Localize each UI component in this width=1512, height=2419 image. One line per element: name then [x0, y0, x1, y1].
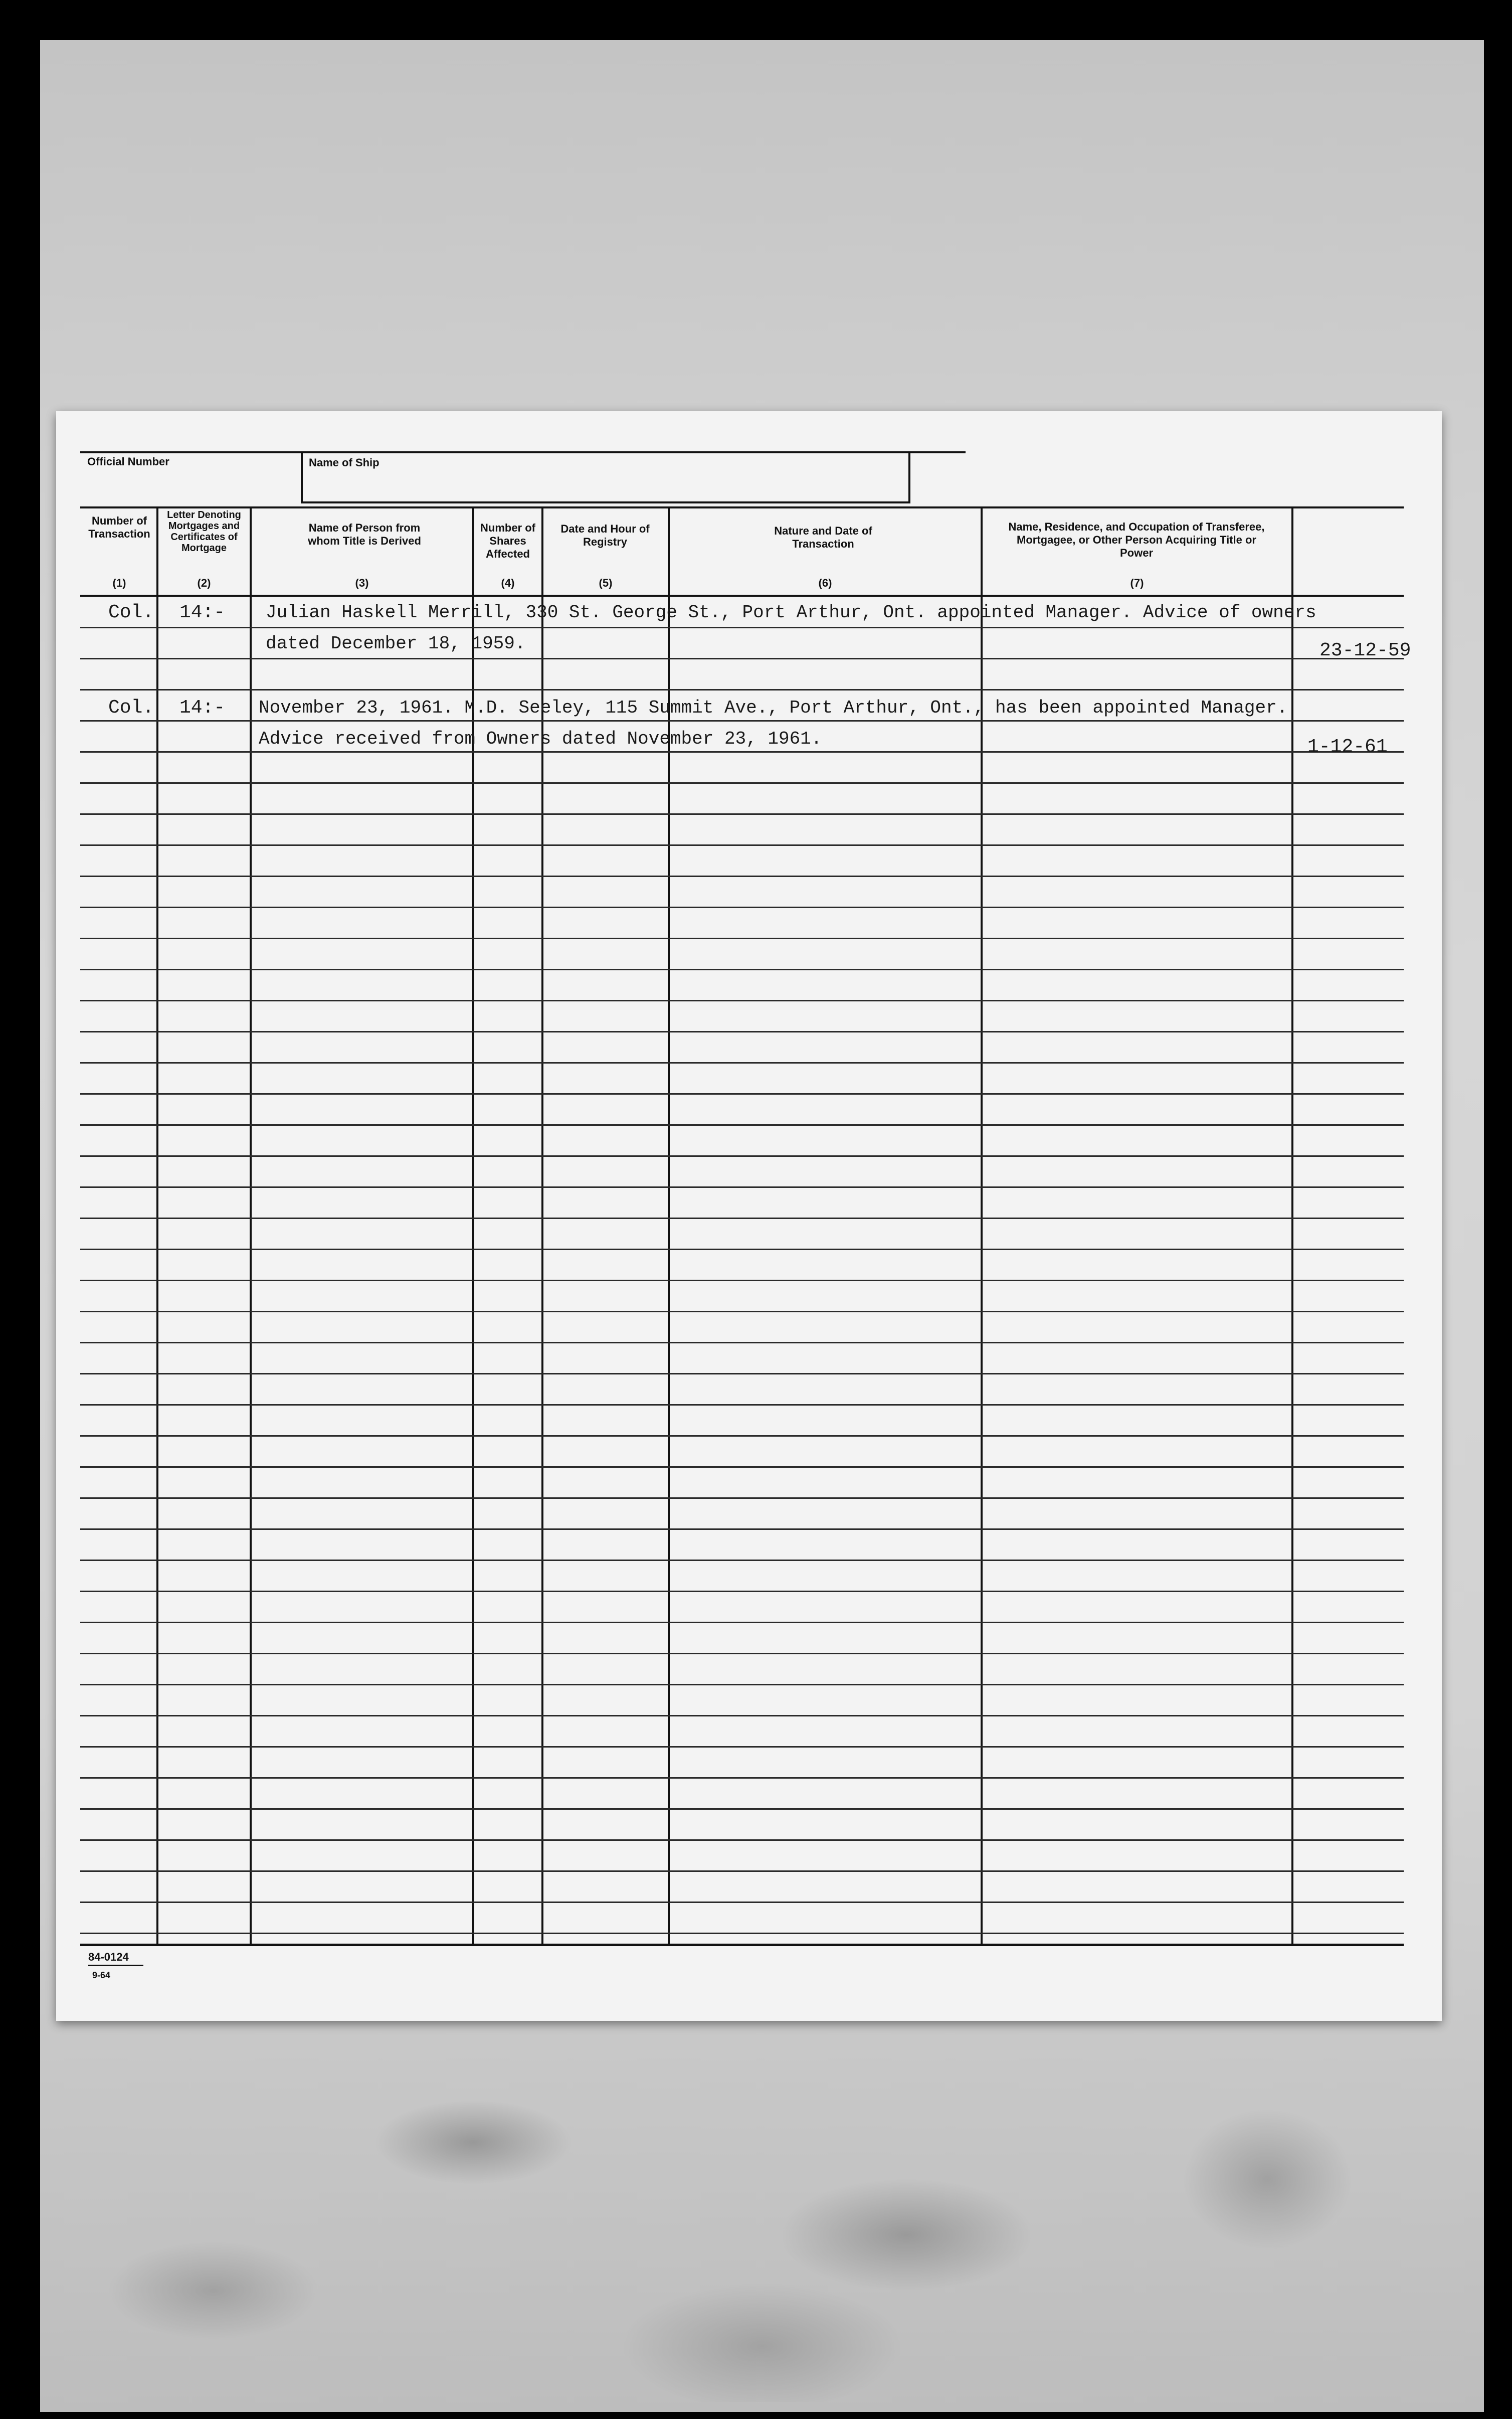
- ruled-line: [80, 1591, 1404, 1592]
- ruled-line: [80, 1218, 1404, 1219]
- official-number-divider: [301, 451, 303, 502]
- column-header-2: Letter Denoting Mortgages and Certificates of Mortgage: [167, 509, 241, 554]
- entry-2-text-line-1: November 23, 1961. M.D. Seeley, 115 Summit Ave., Port Arthur, Ont., has been appointed Manager.: [259, 698, 1288, 718]
- ship-name-right-edge: [908, 451, 910, 502]
- ruled-line: [80, 1093, 1404, 1095]
- column-header-4: Number of Shares Affected: [480, 522, 535, 560]
- column-header-6: Nature and Date of Transaction: [774, 525, 872, 550]
- ruled-line: [80, 1031, 1404, 1032]
- ruled-line: [80, 1684, 1404, 1685]
- ruled-line: [80, 1902, 1404, 1903]
- ruled-line: [80, 689, 1404, 690]
- ruled-line: [80, 1311, 1404, 1312]
- table-bottom-line: [80, 1944, 1404, 1946]
- ruled-line: [80, 1186, 1404, 1188]
- ship-name-bottom-line: [301, 501, 910, 503]
- ruled-line: [80, 658, 1404, 659]
- table-top-line: [80, 506, 1404, 508]
- ruled-line: [80, 969, 1404, 970]
- col-rule-6: [981, 506, 983, 1946]
- col-rule-4: [541, 506, 543, 1946]
- ruled-line: [80, 844, 1404, 846]
- ship-registry-form: [56, 411, 1442, 2021]
- ruled-line: [80, 627, 1404, 628]
- ruled-line: [80, 938, 1404, 939]
- entry-2-text-line-2: Advice received from Owners dated November 23, 1961.: [259, 729, 822, 749]
- column-number-4: (4): [501, 577, 515, 589]
- ruled-line: [80, 813, 1404, 815]
- ruled-line: [80, 1528, 1404, 1530]
- ruled-line: [80, 1249, 1404, 1250]
- col-rule-5: [668, 506, 670, 1946]
- column-number-7: (7): [1130, 577, 1144, 589]
- ruled-line: [80, 1155, 1404, 1157]
- ruled-line: [80, 1404, 1404, 1406]
- ruled-line: [80, 1933, 1404, 1934]
- ruled-line: [80, 1280, 1404, 1281]
- entry-1-date: 23-12-59: [1319, 640, 1411, 661]
- column-header-1: Number of Transaction: [88, 514, 150, 540]
- ruled-line: [80, 1777, 1404, 1779]
- column-number-2: (2): [197, 577, 211, 589]
- ruled-line: [80, 1435, 1404, 1437]
- ruled-line: [80, 782, 1404, 784]
- column-number-1: (1): [112, 577, 126, 589]
- column-header-3: Name of Person from whom Title is Derived: [308, 522, 421, 547]
- col-rule-7: [1291, 506, 1293, 1946]
- entry-1-mortgage-letter: 14:-: [179, 602, 226, 623]
- ruled-line: [80, 751, 1404, 753]
- col-rule-1: [156, 506, 158, 1946]
- column-number-6: (6): [818, 577, 832, 589]
- entry-2-transaction-number: Col.: [108, 697, 154, 719]
- ruled-line: [80, 1622, 1404, 1623]
- ruled-line: [80, 1653, 1404, 1654]
- form-code-underline: [88, 1965, 143, 1966]
- name-of-ship-label: Name of Ship: [309, 456, 380, 469]
- ruled-line: [80, 1062, 1404, 1064]
- entry-1-text-line-2: dated December 18, 1959.: [266, 633, 526, 654]
- official-number-label: Official Number: [87, 455, 169, 468]
- col-rule-2: [250, 506, 252, 1946]
- column-header-7: Name, Residence, and Occupation of Transferee, Mortgagee, or Other Person Acquiring Title or Power: [1008, 521, 1265, 559]
- ruled-line: [80, 1497, 1404, 1499]
- column-number-3: (3): [355, 577, 369, 589]
- ruled-line: [80, 1715, 1404, 1716]
- ruled-line: [80, 1808, 1404, 1810]
- ruled-line: [80, 1870, 1404, 1872]
- header-top-line: [80, 451, 966, 453]
- form-date: 9-64: [92, 1970, 111, 1980]
- ruled-line: [80, 1373, 1404, 1374]
- col-rule-3: [472, 506, 474, 1946]
- column-header-5: Date and Hour of Registry: [560, 523, 650, 548]
- entry-1-text-line-1: Julian Haskell Merrill, 330 St. George St., Port Arthur, Ont. appointed Manager. Advice of owners: [266, 602, 1316, 623]
- entry-2-mortgage-letter: 14:-: [179, 697, 226, 719]
- ruled-line: [80, 907, 1404, 908]
- header-bottom-line: [80, 595, 1404, 597]
- form-code: 84-0124: [88, 1951, 129, 1963]
- entry-1-transaction-number: Col.: [108, 602, 154, 623]
- ruled-line: [80, 1560, 1404, 1561]
- background-stain: [40, 2031, 1484, 2402]
- ruled-line: [80, 1466, 1404, 1468]
- column-number-5: (5): [599, 577, 613, 589]
- ruled-line: [80, 876, 1404, 877]
- ruled-line: [80, 1839, 1404, 1841]
- ruled-line: [80, 1124, 1404, 1126]
- ruled-line: [80, 1000, 1404, 1001]
- ruled-line: [80, 1342, 1404, 1343]
- ruled-line: [80, 720, 1404, 722]
- ruled-line: [80, 1746, 1404, 1748]
- entry-2-date: 1-12-61: [1307, 736, 1388, 758]
